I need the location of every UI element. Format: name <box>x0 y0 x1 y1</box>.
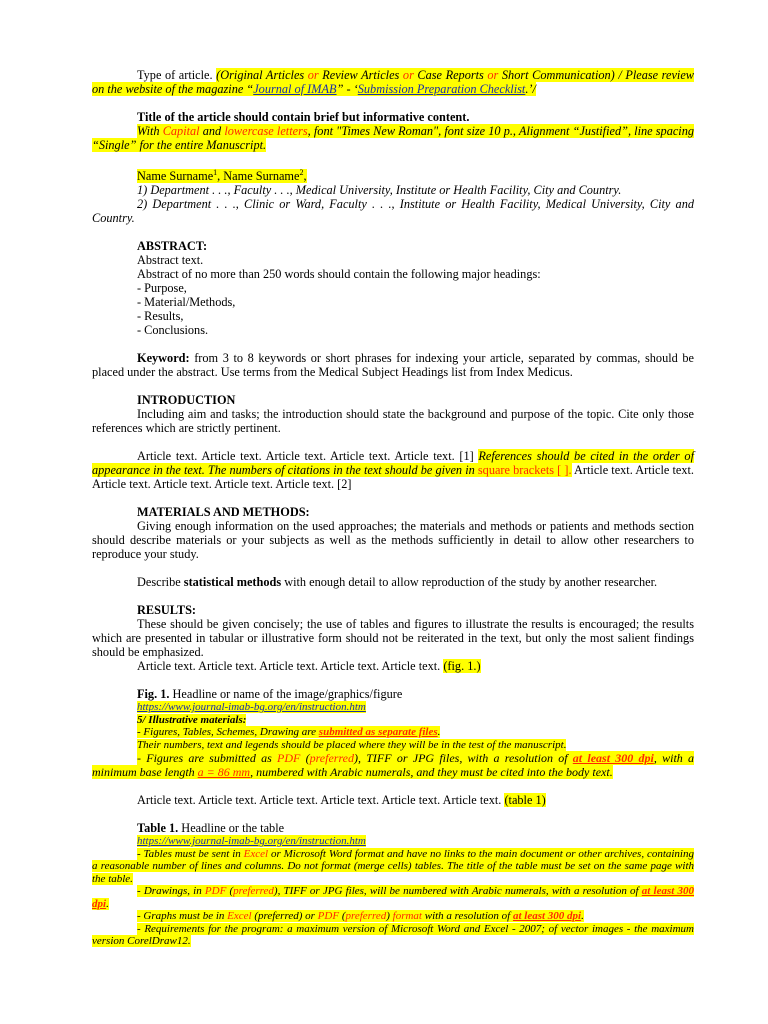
author-names: Name Surname$^1$, Name Surname$^2$, <box>137 168 307 184</box>
figure-instructions: https://www.journal-imab-bg.org/en/instruction.htm 5/ Illustrative materials: - Figures, Tables, Schemes, Drawing are submitted as separate files. Their numbers, text and legends should be placed where they will be in the test of the manuscript. - Figures are submitted as PDF (preferred), TIFF or JPG files, with a resolution of at least 300 dpi, with a minimum base length a = 86 mm, numbered with Arabic numerals, and they must be cited into the body text. <box>92 701 695 780</box>
abstract-line: - Purpose, <box>137 281 187 296</box>
methods-text: Giving enough information on the used approaches; the materials and methods or patients and methods section should describe materials or your subjects as well as the methods sufficiently in detail to allow other researchers to reproduce your study. <box>92 519 694 562</box>
article-type-paragraph <box>92 68 694 96</box>
table-instructions: https://www.journal-imab-bg.org/en/instruction.htm - Tables must be sent in Excel or Microsoft Word format and have no links to the main document or other archives, containing a reasonable number of lines and columns. Do not format (merge cells) tables. The title of the table must be set on the same page with the table. - Drawings, in PDF (preferred), TIFF or JPG files, will be numbered with Arabic numerals, with a resolution of at least 300 dpi. - Graphs must be in Excel (preferred) or PDF (preferred) format with a resolution of at least 300 dpi. - Requirements for the program: a maximum version of Microsoft Word and Excel - 2007; of vector images - the maximum version CorelDraw12. <box>92 835 694 948</box>
article-type-lead: Type of article. <box>137 68 217 82</box>
figure-caption: Fig. 1. Headline or name of the image/graphics/figure <box>137 687 403 702</box>
keyword-paragraph: Keyword: from 3 to 8 keywords or short phrases for indexing your article, separated by commas, should be placed under the abstract. Use terms from the Medical Subject Headings list from Index Medicus. <box>92 351 694 380</box>
article-type-highlight: (Original Articles or Review Articles or Case Reports or Short Communication) / Please review on the website of the magazine “Journal of IMAB” - ‘Submission Preparation Checklist.’/ <box>92 68 694 96</box>
abstract-heading: ABSTRACT: <box>137 239 208 254</box>
statistical-methods-paragraph: Describe statistical methods with enough detail to allow reproduction of the study by another researcher. <box>137 575 658 590</box>
introduction-heading: INTRODUCTION <box>137 393 236 408</box>
methods-heading: MATERIALS AND METHODS: <box>137 505 310 520</box>
abstract-line: Abstract text. <box>137 253 204 268</box>
abstract-line: - Material/Methods, <box>137 295 236 310</box>
figure-reference-line: Article text. Article text. Article text. Article text. Article text. (fig. 1.) <box>137 659 481 674</box>
abstract-line: - Results, <box>137 309 184 324</box>
document-page <box>92 68 694 948</box>
checklist-link[interactable]: Submission Preparation Checklist <box>357 82 526 96</box>
abstract-line: - Conclusions. <box>137 323 209 338</box>
instruction-url-link[interactable]: https://www.journal-imab-bg.org/en/instruction.htm <box>137 701 366 714</box>
abstract-line: Abstract of no more than 250 words should contain the following major headings: <box>137 267 541 282</box>
results-text: These should be given concisely; the use of tables and figures to illustrate the results is encouraged; the results which are presented in tabular or illustrative form should not be reiterated in the text, but only the most salient findings should be emphasized. <box>92 617 694 660</box>
table-caption: Table 1. Headline or the table <box>137 821 285 836</box>
affiliation-2: 2) Department . . ., Clinic or Ward, Faculty . . ., Institute or Health Facility, Medical University, City and Country. <box>92 197 694 226</box>
affiliation-1: 1) Department . . ., Faculty . . ., Medical University, Institute or Health Facility, City and Country. <box>137 183 622 198</box>
font-instruction: With Capital and lowercase letters, font "Times New Roman", font size 10 p., Alignment “Justified”, line spacing “Single” for the entire Manuscript. <box>92 124 695 152</box>
introduction-text: Including aim and tasks; the introduction should state the background and purpose of the topic. Cite only those references which are strictly pertinent. <box>92 407 694 436</box>
table-reference-line: Article text. Article text. Article text. Article text. Article text. Article text. (table 1) <box>137 793 546 808</box>
results-heading: RESULTS: <box>137 603 197 618</box>
journal-link[interactable]: Journal of IMAB <box>253 82 337 96</box>
citation-paragraph: Article text. Article text. Article text. Article text. Article text. [1] References should be cited in the order of appearance in the text. The numbers of citations in the text should be given in square brackets [ ]. Article text. Article text. Article text. Article text. Article text. Article text. [2] <box>92 449 694 492</box>
instruction-url-link[interactable]: https://www.journal-imab-bg.org/en/instruction.htm <box>137 835 366 848</box>
title-instruction-heading: Title of the article should contain brief but informative content. <box>137 110 470 124</box>
